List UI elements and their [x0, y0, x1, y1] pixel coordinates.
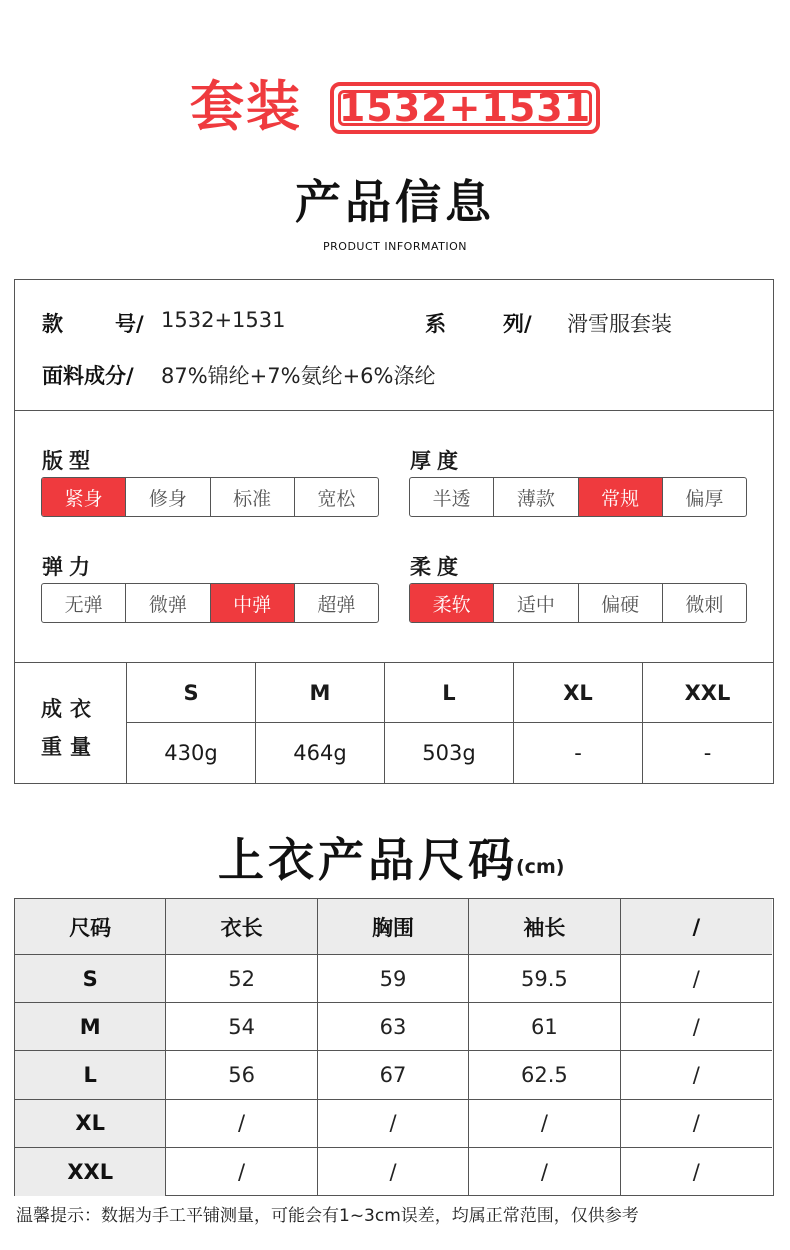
thickness-option: 偏厚	[685, 487, 724, 510]
fit-option: 修身	[126, 478, 210, 516]
elasticity-option: 中弹	[211, 584, 295, 622]
code-badge-text: 1532+1531	[338, 86, 592, 130]
series-value: 滑雪服套装	[567, 312, 672, 336]
size-table-cell: /	[621, 1003, 772, 1051]
size-table-cell: /	[318, 1100, 469, 1148]
product-info-box	[14, 279, 774, 784]
thickness-option: 薄款	[494, 478, 578, 516]
weight-value: 430g	[127, 723, 256, 783]
weight-label-2: 重量	[41, 735, 99, 759]
weight-value: -	[514, 723, 643, 783]
fabric-label: 面料成分/	[42, 364, 134, 388]
fit-option: 紧身	[42, 478, 126, 516]
thickness-title: 厚度	[410, 449, 464, 473]
series-label-a: 系	[425, 312, 446, 336]
elasticity-option: 微弹	[126, 584, 210, 622]
divider	[15, 410, 773, 411]
elasticity-option: 无弹	[42, 584, 126, 622]
softness-option: 柔软	[410, 584, 494, 622]
weight-size-header: S	[127, 663, 256, 722]
size-table-cell: 54	[166, 1003, 317, 1051]
size-table-cell: 59	[318, 955, 469, 1003]
weight-size-header: M	[256, 663, 385, 722]
size-table-row-label: S	[15, 955, 166, 1003]
header	[0, 72, 790, 142]
size-table-cell: 67	[318, 1051, 469, 1099]
softness-title: 柔度	[410, 555, 464, 579]
size-table-cell: /	[692, 1159, 700, 1184]
size-table-header: 胸围	[318, 899, 469, 955]
size-table-cell: 56	[166, 1051, 317, 1099]
header-title: 套装	[190, 75, 302, 138]
series-label-b: 列/	[503, 312, 532, 336]
size-table-row-label: XL	[15, 1100, 166, 1148]
size-chart-title: 上衣产品尺码	[218, 833, 518, 887]
weight-size-header: XL	[514, 663, 643, 722]
weight-size-header: L	[385, 663, 514, 722]
weight-table	[15, 663, 772, 783]
size-table-cell: /	[166, 1148, 317, 1196]
size-table-cell: 52	[166, 955, 317, 1003]
size-table-cell: /	[621, 1051, 772, 1099]
thickness-option: 半透	[410, 478, 494, 516]
size-table-row-label: M	[15, 1003, 166, 1051]
fit-option: 宽松	[317, 487, 356, 510]
style-no-label-a: 款	[42, 312, 63, 336]
size-table-cell: 63	[318, 1003, 469, 1051]
weight-value: -	[703, 741, 712, 765]
thickness-option: 常规	[579, 478, 663, 516]
softness-option: 适中	[494, 584, 578, 622]
elasticity-option: 超弹	[317, 593, 356, 616]
size-table-cell: 61	[469, 1003, 620, 1051]
size-table-row-label: XXL	[15, 1148, 166, 1196]
size-table-cell: /	[469, 1100, 620, 1148]
elasticity-options	[41, 583, 379, 623]
measurement-note: 温馨提示：数据为手工平铺测量，可能会有1~3cm误差，均属正常范围，仅供参考	[16, 1206, 639, 1226]
size-table-cell: /	[166, 1100, 317, 1148]
size-table-cell: 62.5	[469, 1051, 620, 1099]
code-badge	[330, 82, 600, 134]
weight-value: 464g	[256, 723, 385, 783]
product-info-subtitle: PRODUCT INFORMATION	[323, 240, 467, 253]
fit-options	[41, 477, 379, 517]
fit-title: 版型	[42, 449, 96, 473]
weight-label-1: 成衣	[41, 697, 99, 721]
product-info-title: 产品信息	[295, 175, 495, 229]
softness-option: 微刺	[685, 593, 724, 616]
size-table-row-label: L	[15, 1051, 166, 1099]
softness-option: 偏硬	[579, 584, 663, 622]
size-table-cell: /	[469, 1148, 620, 1196]
weight-value: 503g	[385, 723, 514, 783]
size-table-header: 袖长	[469, 899, 620, 955]
style-no-label-b: 号/	[115, 312, 144, 336]
size-table-header: 衣长	[166, 899, 317, 955]
style-no-value: 1532+1531	[161, 308, 286, 332]
fit-option: 标准	[211, 478, 295, 516]
size-chart-unit: (cm)	[516, 856, 565, 878]
size-table-cell: /	[621, 955, 772, 1003]
size-table	[14, 898, 774, 1196]
elasticity-title: 弹力	[42, 555, 96, 579]
size-table-header: /	[621, 899, 772, 955]
softness-options	[409, 583, 747, 623]
thickness-options	[409, 477, 747, 517]
size-table-cell: /	[621, 1100, 772, 1148]
fabric-value: 87%锦纶+7%氨纶+6%涤纶	[161, 364, 436, 388]
size-table-cell: /	[318, 1148, 469, 1196]
size-table-cell: 59.5	[469, 955, 620, 1003]
size-table-header: 尺码	[15, 899, 166, 955]
weight-label-cell	[15, 663, 127, 783]
weight-size-header: XXL	[684, 680, 731, 705]
